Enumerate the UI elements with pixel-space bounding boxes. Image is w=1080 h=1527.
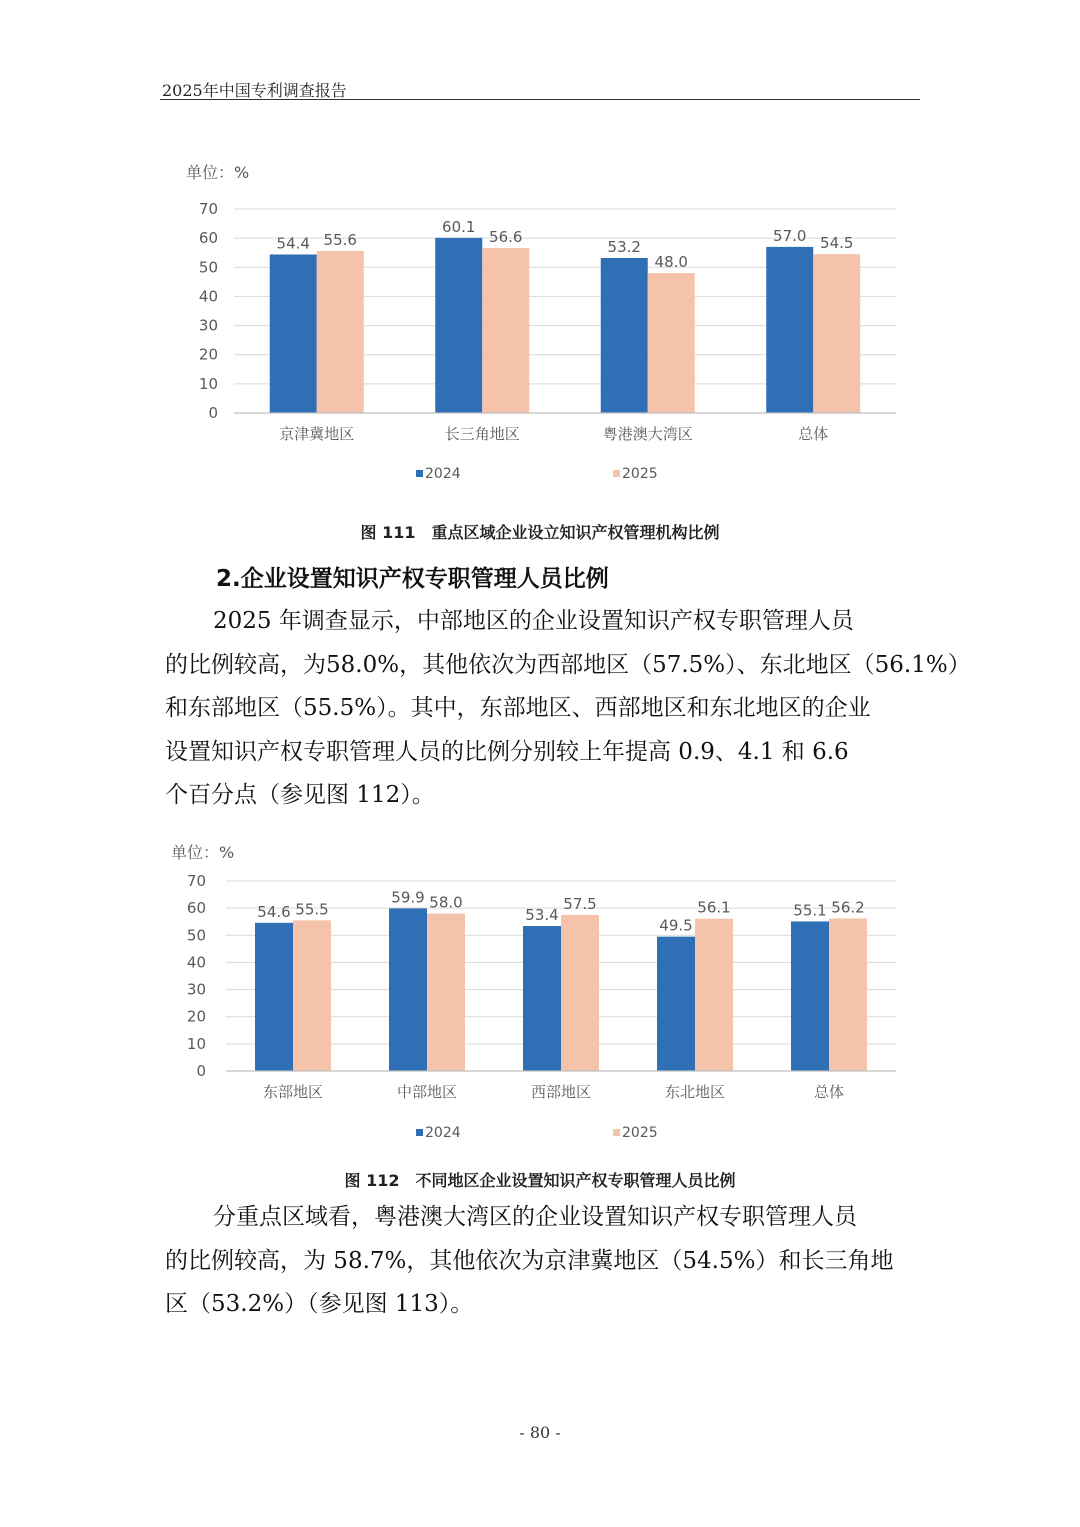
data-label: 49.5	[659, 916, 693, 935]
y-tick-label: 30	[198, 316, 218, 335]
bar-2025	[695, 919, 733, 1071]
bar-2024	[657, 937, 695, 1071]
y-tick-label: 50	[198, 258, 218, 277]
paragraph-2-line: 的比例较高，为 58.7%，其他依次为京津冀地区（54.5%）和长三角地	[165, 1247, 894, 1274]
data-label: 56.1	[697, 898, 731, 917]
y-tick-label: 60	[198, 229, 218, 248]
category-label: 京津冀地区	[279, 425, 355, 443]
y-tick-label: 70	[198, 200, 218, 218]
data-label: 55.5	[295, 900, 329, 919]
bar-2025	[829, 918, 867, 1071]
paragraph-1-line: 和东部地区（55.5%）。其中，东部地区、西部地区和东北地区的企业	[165, 695, 871, 721]
data-label: 53.4	[525, 906, 559, 925]
legend-label: 2025	[622, 1125, 658, 1141]
bar-2025	[293, 920, 331, 1071]
y-tick-label: 0	[208, 404, 218, 422]
bar-2025	[427, 914, 465, 1071]
paragraph-2-line: 区（53.2%）（参见图 113）。	[165, 1291, 474, 1317]
category-label: 东部地区	[262, 1083, 324, 1101]
legend-swatch-2025	[613, 1129, 620, 1136]
y-tick-label: 20	[186, 1007, 206, 1026]
data-label: 55.1	[793, 901, 827, 920]
unit-label: 单位：%	[186, 163, 250, 182]
data-label: 56.2	[831, 898, 865, 917]
category-label: 总体	[813, 1083, 845, 1101]
data-label: 54.5	[820, 234, 854, 253]
data-label: 55.6	[323, 230, 357, 249]
y-tick-label: 10	[198, 374, 218, 393]
legend-label: 2024	[425, 1125, 461, 1141]
legend-label: 2025	[622, 466, 658, 482]
data-label: 59.9	[391, 888, 425, 907]
bar-2024	[389, 908, 427, 1071]
running-header: 2025年中国专利调查报告	[162, 81, 347, 100]
bar-2024	[255, 923, 293, 1071]
unit-label: 单位：%	[171, 843, 235, 862]
data-label: 57.0	[773, 226, 807, 245]
data-label: 56.6	[489, 228, 523, 247]
data-label: 60.1	[442, 217, 476, 236]
bar-2025	[561, 915, 599, 1071]
paragraph-1-line: 个百分点（参见图 112）。	[165, 782, 435, 808]
category-label: 西部地区	[530, 1083, 592, 1101]
data-label: 54.6	[257, 902, 291, 921]
legend-label: 2024	[425, 466, 461, 482]
category-label: 总体	[798, 425, 829, 443]
paragraph-1-line: 2025 年调查显示，中部地区的企业设置知识产权专职管理人员	[213, 608, 854, 634]
paragraph-2	[165, 1196, 917, 1327]
data-label: 58.0	[429, 893, 463, 912]
y-tick-label: 70	[186, 872, 206, 890]
category-label: 长三角地区	[444, 425, 520, 443]
y-tick-label: 30	[186, 980, 206, 999]
y-tick-label: 50	[186, 926, 206, 945]
figure-caption-111: 图 111 重点区域企业设立知识产权管理机构比例	[360, 523, 720, 542]
legend-swatch-2024	[416, 1129, 423, 1136]
y-tick-label: 40	[186, 953, 206, 972]
paragraph-1-line: 设置知识产权专职管理人员的比例分别较上年提高 0.9、4.1 和 6.6	[165, 738, 849, 765]
y-tick-label: 10	[186, 1034, 206, 1053]
y-tick-label: 0	[196, 1062, 206, 1080]
data-label: 48.0	[654, 253, 688, 272]
figure-caption-112: 图 112 不同地区企业设置知识产权专职管理人员比例	[344, 1171, 736, 1190]
data-label: 53.2	[607, 237, 641, 256]
bar-2024	[523, 926, 561, 1071]
page-number: - 80 -	[519, 1423, 561, 1442]
category-label: 东北地区	[664, 1083, 726, 1101]
category-label: 粤港澳大湾区	[602, 425, 693, 443]
y-tick-label: 20	[198, 345, 218, 364]
section-heading: 2.企业设置知识产权专职管理人员比例	[216, 566, 609, 592]
data-label: 57.5	[563, 894, 597, 913]
paragraph-1-line: 的比例较高，为58.0%，其他依次为西部地区（57.5%）、东北地区（56.1%）	[165, 651, 971, 678]
paragraph-2-line: 分重点区域看，粤港澳大湾区的企业设置知识产权专职管理人员	[213, 1204, 857, 1230]
y-tick-label: 60	[186, 899, 206, 918]
category-label: 中部地区	[396, 1083, 458, 1101]
y-tick-label: 40	[198, 287, 218, 306]
data-label: 54.4	[276, 234, 310, 253]
bar-2024	[791, 921, 829, 1071]
